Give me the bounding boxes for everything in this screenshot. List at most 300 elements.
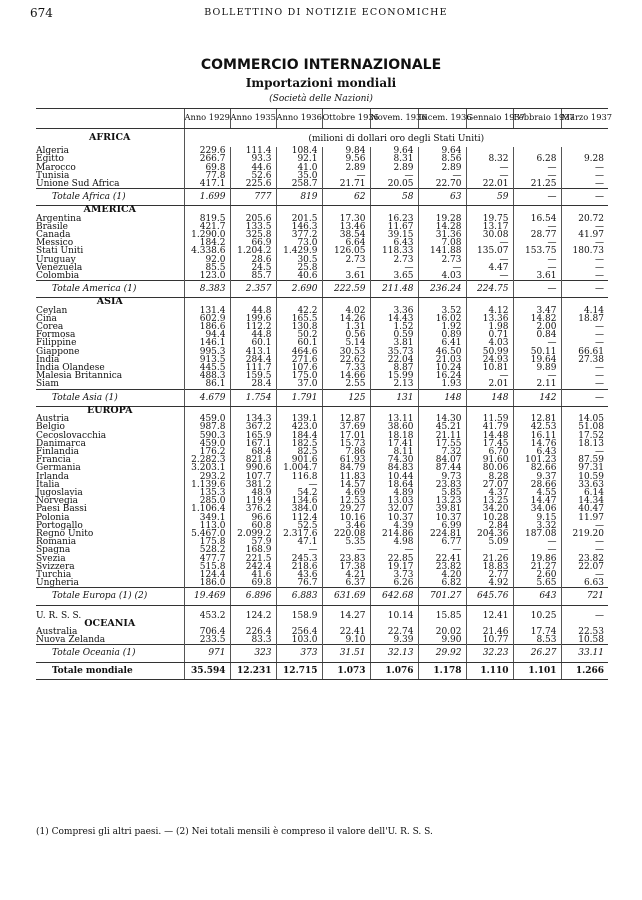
row-label: Polonia <box>36 512 70 523</box>
column-header: Novem. 1936 <box>370 109 418 129</box>
value-cell: 6.26 <box>370 579 418 588</box>
table-row <box>36 256 608 264</box>
value-cell: 4.37 <box>466 489 513 497</box>
value-cell: 22.74 <box>370 628 418 636</box>
value-cell: 39.15 <box>370 231 418 239</box>
row-label: Marocco <box>36 162 76 173</box>
value-cell: 82.5 <box>276 448 322 456</box>
total-row <box>36 645 608 662</box>
value-cell: 80.06 <box>466 464 513 472</box>
value-cell: 3.65 <box>370 272 418 281</box>
row-label: Egitto <box>36 154 64 165</box>
value-cell: 199.6 <box>230 315 276 323</box>
value-cell: 12.231 <box>230 662 276 679</box>
value-cell: — <box>513 546 561 554</box>
value-cell: 57.9 <box>230 538 276 546</box>
value-cell: 5.65 <box>513 579 561 588</box>
value-cell: 1.139.6 <box>184 481 230 489</box>
value-cell: 20.02 <box>418 628 466 636</box>
value-cell: 4.679 <box>184 389 230 406</box>
table-row <box>36 356 608 364</box>
value-cell: 4.12 <box>466 307 513 315</box>
value-cell: 141.88 <box>418 247 466 255</box>
value-cell: 23.83 <box>418 481 466 489</box>
value-cell: 96.6 <box>230 514 276 522</box>
table-row <box>36 272 608 281</box>
value-cell: 6.883 <box>276 588 322 605</box>
value-cell: 62 <box>322 189 370 206</box>
value-cell: 182.5 <box>276 440 322 448</box>
value-cell: 4.03 <box>418 272 466 281</box>
value-cell: — <box>561 612 608 620</box>
value-cell: 17.41 <box>370 440 418 448</box>
value-cell: 118.33 <box>370 247 418 255</box>
value-cell: — <box>418 172 466 180</box>
value-cell: — <box>418 546 466 554</box>
value-cell: 41.97 <box>561 231 608 239</box>
page-subtitle: Importazioni mondiali <box>245 76 397 90</box>
value-cell: 15.85 <box>418 612 466 620</box>
table-row <box>36 339 608 347</box>
row-label: Argentina <box>36 213 82 224</box>
value-cell: 4.338.6 <box>184 247 230 255</box>
value-cell: 9.37 <box>513 473 561 481</box>
value-cell: 384.0 <box>276 505 322 513</box>
value-cell: 2.357 <box>230 281 276 298</box>
value-cell: 17.55 <box>418 440 466 448</box>
value-cell: 18.64 <box>370 481 418 489</box>
value-cell: 3.61 <box>322 272 370 281</box>
value-cell: 376.2 <box>230 505 276 513</box>
value-cell: 528.2 <box>184 546 230 554</box>
value-cell: 4.21 <box>322 571 370 579</box>
value-cell: — <box>561 323 608 331</box>
value-cell: 42.53 <box>513 423 561 431</box>
section-header-row <box>36 620 608 628</box>
value-cell: 14.82 <box>513 315 561 323</box>
value-cell: 5.09 <box>466 538 513 546</box>
grand-total-row <box>36 662 608 679</box>
value-cell: 445.5 <box>184 364 230 372</box>
value-cell: 14.43 <box>370 315 418 323</box>
value-cell: 180.73 <box>561 247 608 255</box>
value-cell: 14.30 <box>418 415 466 423</box>
value-cell: 76.7 <box>276 579 322 588</box>
value-cell: 6.43 <box>513 448 561 456</box>
value-cell: 116.8 <box>276 473 322 481</box>
value-cell: 21.71 <box>322 180 370 189</box>
table-row <box>36 264 608 272</box>
value-cell: 413.1 <box>230 348 276 356</box>
value-cell: 74.30 <box>370 456 418 464</box>
value-cell: 2.55 <box>322 380 370 389</box>
table-row <box>36 239 608 247</box>
value-cell: 139.1 <box>276 415 322 423</box>
value-cell: 12.87 <box>322 415 370 423</box>
table-row <box>36 372 608 380</box>
row-label: Messico <box>36 238 74 249</box>
value-cell: 4.20 <box>418 571 466 579</box>
value-cell: 14.26 <box>322 315 370 323</box>
value-cell: 14.76 <box>513 440 561 448</box>
value-cell: 42.2 <box>276 307 322 315</box>
value-cell: 0.89 <box>418 331 466 339</box>
value-cell: 91.60 <box>466 456 513 464</box>
value-cell: — <box>561 331 608 339</box>
value-cell: 224.75 <box>466 281 513 298</box>
value-cell: 30.08 <box>466 231 513 239</box>
table-row <box>36 464 608 472</box>
value-cell: 119.4 <box>230 497 276 505</box>
value-cell: 22.62 <box>322 356 370 364</box>
value-cell: 27.07 <box>466 481 513 489</box>
row-label: Canada <box>36 230 71 241</box>
value-cell: 19.75 <box>466 215 513 223</box>
value-cell: — <box>513 281 561 298</box>
value-cell: 21.25 <box>513 180 561 189</box>
row-label: Norvegia <box>36 496 79 507</box>
table-row <box>36 522 608 530</box>
value-cell: 17.30 <box>322 215 370 223</box>
value-cell: 175.8 <box>184 538 230 546</box>
value-cell: 44.8 <box>230 331 276 339</box>
value-cell: 134.6 <box>276 497 322 505</box>
value-cell: 423.0 <box>276 423 322 431</box>
row-label: Germania <box>36 463 81 474</box>
value-cell: 9.28 <box>561 155 608 163</box>
value-cell: 8.32 <box>466 155 513 163</box>
value-cell: 590.3 <box>184 432 230 440</box>
value-cell: 2.89 <box>370 164 418 172</box>
value-cell: 6.99 <box>418 522 466 530</box>
value-cell: 69.8 <box>230 579 276 588</box>
value-cell: 28.6 <box>230 256 276 264</box>
value-cell: 44.6 <box>230 164 276 172</box>
value-cell: 107.6 <box>276 364 322 372</box>
page-header <box>30 4 622 26</box>
value-cell: 68.4 <box>230 448 276 456</box>
value-cell: 14.34 <box>561 497 608 505</box>
row-label: Paesi Bassi <box>36 504 87 515</box>
value-cell: — <box>561 538 608 546</box>
value-cell: — <box>561 448 608 456</box>
header-blank <box>36 109 184 129</box>
value-cell: 69.8 <box>184 164 230 172</box>
value-cell: 4.55 <box>513 489 561 497</box>
row-label: Totale Oceania (1) <box>36 645 184 662</box>
table-row <box>36 172 608 180</box>
value-cell: 1.266 <box>561 662 608 679</box>
value-cell: 0.71 <box>466 331 513 339</box>
value-cell: 175.0 <box>276 372 322 380</box>
source-note: (Società delle Nazioni) <box>269 94 373 104</box>
value-cell: 84.07 <box>418 456 466 464</box>
value-cell: 13.03 <box>370 497 418 505</box>
value-cell: 453.2 <box>184 612 230 620</box>
value-cell: 13.36 <box>466 315 513 323</box>
value-cell: 19.86 <box>513 555 561 563</box>
row-label: Giappone <box>36 346 80 357</box>
value-cell: 26.27 <box>513 645 561 662</box>
value-cell: 2.89 <box>418 164 466 172</box>
value-cell: 8.383 <box>184 281 230 298</box>
value-cell: 1.004.7 <box>276 464 322 472</box>
value-cell: — <box>561 223 608 231</box>
value-cell: 3.47 <box>513 307 561 315</box>
value-cell: 112.2 <box>230 323 276 331</box>
value-cell: 2.317.6 <box>276 530 322 538</box>
value-cell: — <box>561 180 608 189</box>
value-cell: 19.28 <box>418 215 466 223</box>
table-row <box>36 448 608 456</box>
value-cell: 126.05 <box>322 247 370 255</box>
value-cell: 821.8 <box>230 456 276 464</box>
value-cell: 459.0 <box>184 440 230 448</box>
value-cell: 107.7 <box>230 473 276 481</box>
row-label: Portogallo <box>36 520 83 531</box>
value-cell: 3.61 <box>513 272 561 281</box>
value-cell: 14.27 <box>322 612 370 620</box>
row-label: Totale Africa (1) <box>36 189 184 206</box>
value-cell: 6.896 <box>230 588 276 605</box>
value-cell: 13.11 <box>370 415 418 423</box>
value-cell: 14.66 <box>322 372 370 380</box>
value-cell: 108.4 <box>276 147 322 155</box>
value-cell: 82.66 <box>513 464 561 472</box>
value-cell: 229.6 <box>184 147 230 155</box>
value-cell: 2.73 <box>418 256 466 264</box>
row-label: Irlanda <box>36 471 70 482</box>
value-cell: 995.3 <box>184 348 230 356</box>
table-row <box>36 432 608 440</box>
row-label: Svezia <box>36 553 66 564</box>
value-cell: 245.3 <box>276 555 322 563</box>
value-cell: 421.7 <box>184 223 230 231</box>
value-cell: 219.20 <box>561 530 608 538</box>
row-label: Spagna <box>36 545 71 556</box>
value-cell: 9.56 <box>322 155 370 163</box>
value-cell: 4.14 <box>561 307 608 315</box>
value-cell: 645.76 <box>466 588 513 605</box>
row-label: Cina <box>36 313 57 324</box>
value-cell: 373 <box>276 645 322 662</box>
value-cell: 54.2 <box>276 489 322 497</box>
value-cell: 4.92 <box>466 579 513 588</box>
value-cell: 131.4 <box>184 307 230 315</box>
value-cell: — <box>513 223 561 231</box>
unit-row <box>36 129 608 148</box>
value-cell: 50.11 <box>513 348 561 356</box>
value-cell: 642.68 <box>370 588 418 605</box>
value-cell: 133.5 <box>230 223 276 231</box>
value-cell: 17.01 <box>322 432 370 440</box>
value-cell: 23.82 <box>418 563 466 571</box>
value-cell: 148 <box>466 389 513 406</box>
value-cell: — <box>561 281 608 298</box>
row-label: Corea <box>36 322 64 333</box>
value-cell: 2.282.3 <box>184 456 230 464</box>
value-cell: — <box>276 481 322 489</box>
value-cell: 9.64 <box>370 147 418 155</box>
value-cell: 41.79 <box>466 423 513 431</box>
value-cell: 35.0 <box>276 172 322 180</box>
value-cell: 168.9 <box>230 546 276 554</box>
value-cell: 8.87 <box>370 364 418 372</box>
value-cell: 10.25 <box>513 612 561 620</box>
value-cell: 84.79 <box>322 464 370 472</box>
value-cell: 7.32 <box>418 448 466 456</box>
value-cell: — <box>513 172 561 180</box>
value-cell: 97.31 <box>561 464 608 472</box>
value-cell: 30.53 <box>322 348 370 356</box>
value-cell: 367.2 <box>230 423 276 431</box>
value-cell: 66.9 <box>230 239 276 247</box>
table-row <box>36 481 608 489</box>
row-label: Totale America (1) <box>36 281 184 298</box>
value-cell: 1.073 <box>322 662 370 679</box>
value-cell: — <box>561 172 608 180</box>
value-cell: 5.85 <box>418 489 466 497</box>
value-cell: 381.2 <box>230 481 276 489</box>
value-cell: 233.5 <box>184 636 230 645</box>
value-cell: 10.59 <box>561 473 608 481</box>
value-cell: 165.5 <box>276 315 322 323</box>
value-cell: 22.41 <box>322 628 370 636</box>
row-label: U. R. S. S. <box>36 610 82 621</box>
value-cell: 4.89 <box>370 489 418 497</box>
value-cell: 19.64 <box>513 356 561 364</box>
table-row <box>36 380 608 389</box>
value-cell: — <box>513 256 561 264</box>
value-cell: 19.17 <box>370 563 418 571</box>
value-cell: 271.6 <box>276 356 322 364</box>
value-cell: 9.64 <box>418 147 466 155</box>
value-cell: 87.59 <box>561 456 608 464</box>
row-label: Totale Europa (1) (2) <box>36 588 184 605</box>
value-cell: 515.8 <box>184 563 230 571</box>
table-row <box>36 247 608 255</box>
value-cell: 3.52 <box>418 307 466 315</box>
table-body <box>36 129 608 680</box>
value-cell: 21.27 <box>513 563 561 571</box>
table-row <box>36 147 608 155</box>
value-cell: 5.14 <box>322 339 370 347</box>
value-cell: 2.73 <box>322 256 370 264</box>
value-cell: 10.14 <box>370 612 418 620</box>
value-cell: 73.0 <box>276 239 322 247</box>
value-cell: 21.11 <box>418 432 466 440</box>
value-cell: 901.6 <box>276 456 322 464</box>
value-cell: 37.0 <box>276 380 322 389</box>
value-cell: 85.5 <box>184 264 230 272</box>
value-cell: 8.56 <box>418 155 466 163</box>
table-row <box>36 331 608 339</box>
row-label: Finlandia <box>36 446 79 457</box>
value-cell: — <box>513 538 561 546</box>
value-cell: 643 <box>513 588 561 605</box>
value-cell: 990.6 <box>230 464 276 472</box>
value-cell: 3.81 <box>370 339 418 347</box>
value-cell: — <box>561 339 608 347</box>
value-cell: 2.00 <box>513 323 561 331</box>
value-cell: 1.98 <box>466 323 513 331</box>
value-cell: 477.7 <box>184 555 230 563</box>
value-cell: — <box>513 264 561 272</box>
value-cell: 37.69 <box>322 423 370 431</box>
value-cell: 1.290.0 <box>184 231 230 239</box>
value-cell: 9.15 <box>513 514 561 522</box>
table-row <box>36 180 608 189</box>
value-cell: — <box>466 272 513 281</box>
table-row <box>36 489 608 497</box>
row-label: Filippine <box>36 338 77 349</box>
table-row <box>36 497 608 505</box>
row-label: Nuova Zelanda <box>36 635 106 646</box>
value-cell: — <box>370 546 418 554</box>
value-cell: 8.11 <box>370 448 418 456</box>
value-cell: 135.3 <box>184 489 230 497</box>
value-cell: 146.3 <box>276 223 322 231</box>
value-cell: 10.24 <box>418 364 466 372</box>
value-cell: 35.73 <box>370 348 418 356</box>
value-cell: 602.9 <box>184 315 230 323</box>
value-cell: 20.05 <box>370 180 418 189</box>
value-cell: 7.86 <box>322 448 370 456</box>
value-cell: — <box>561 571 608 579</box>
row-label: Unione Sud Africa <box>36 179 120 190</box>
value-cell: 701.27 <box>418 588 466 605</box>
value-cell: 18.83 <box>466 563 513 571</box>
value-cell: — <box>322 172 370 180</box>
value-cell: 66.61 <box>561 348 608 356</box>
value-cell: 33.63 <box>561 481 608 489</box>
table-row <box>36 164 608 172</box>
value-cell: 258.7 <box>276 180 322 189</box>
column-header: Ottobre 1936 <box>322 109 370 129</box>
value-cell: 2.13 <box>370 380 418 389</box>
value-cell: 134.3 <box>230 415 276 423</box>
value-cell: 1.754 <box>230 389 276 406</box>
value-cell: 92.0 <box>184 256 230 264</box>
section-header-row <box>36 406 608 415</box>
value-cell: 913.5 <box>184 356 230 364</box>
value-cell: 2.01 <box>466 380 513 389</box>
table-row <box>36 636 608 645</box>
value-cell: 224.81 <box>418 530 466 538</box>
table-row <box>36 563 608 571</box>
value-cell: 11.97 <box>561 514 608 522</box>
value-cell: 94.4 <box>184 331 230 339</box>
value-cell: 34.20 <box>466 505 513 513</box>
value-cell: 184.4 <box>276 432 322 440</box>
value-cell: 417.1 <box>184 180 230 189</box>
value-cell: 266.7 <box>184 155 230 163</box>
value-cell: 11.83 <box>322 473 370 481</box>
table-row <box>36 315 608 323</box>
total-row <box>36 588 608 605</box>
value-cell: 8.31 <box>370 155 418 163</box>
value-cell: 27.38 <box>561 356 608 364</box>
value-cell: 142 <box>513 389 561 406</box>
value-cell: 1.92 <box>418 323 466 331</box>
value-cell: 9.89 <box>513 364 561 372</box>
value-cell: 6.28 <box>513 155 561 163</box>
value-cell: 18.87 <box>561 315 608 323</box>
value-cell: 10.37 <box>418 514 466 522</box>
value-cell: 39.81 <box>418 505 466 513</box>
table-row <box>36 307 608 315</box>
section-header-row <box>36 206 608 215</box>
